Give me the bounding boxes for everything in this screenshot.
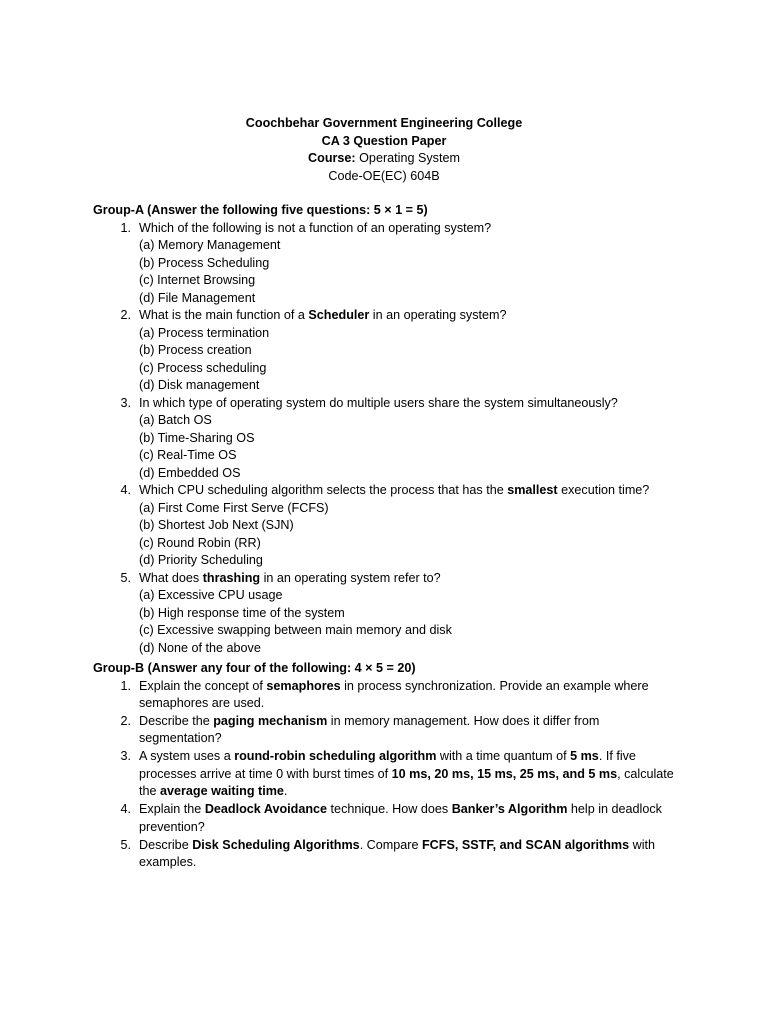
text-run: in an operating system refer to?: [260, 570, 441, 585]
text-run: .: [283, 784, 288, 798]
course-code: Code-OE(EC) 604B: [328, 168, 440, 183]
answer-option: (a) Excessive CPU usage: [139, 588, 283, 602]
answer-option: (b) Process creation: [139, 343, 252, 357]
group-b-question: [120, 748, 679, 801]
text-run: In which type of operating system do multiple users share the system simultaneously?: [139, 395, 618, 410]
question-number: 4.: [120, 483, 131, 497]
answer-option: (d) File Management: [139, 290, 256, 305]
answer-option: (c) Excessive swapping between main memory and disk: [139, 623, 452, 637]
bold-term: semaphores: [266, 678, 341, 693]
text-run: What does: [139, 570, 203, 585]
answer-option: (d) Disk management: [139, 378, 260, 392]
group-b-question: [120, 713, 679, 748]
text-run: , calculate the: [139, 766, 674, 798]
paper-title: CA 3 Question Paper: [321, 133, 447, 148]
text-run: . Compare: [359, 837, 422, 852]
text-run: Describe: [139, 837, 193, 852]
bold-term: FCFS, SSTF, and SCAN algorithms: [421, 837, 630, 852]
question-number: 2.: [120, 308, 131, 322]
group-b-question: [120, 801, 679, 836]
bold-term: 5 ms: [570, 749, 599, 763]
course-label: Course:: [308, 151, 356, 165]
text-run: Which of the following is not a function of an operating system?: [139, 220, 492, 235]
text-run: What is the main function of a: [139, 308, 309, 322]
question-text: [139, 308, 507, 322]
text-run: with examples.: [139, 837, 656, 869]
text-run: . If five processes arrive at time 0 with burst times of: [139, 749, 636, 781]
text-run: Explain the concept of: [139, 678, 267, 693]
bold-term: smallest: [507, 483, 558, 497]
question-text: [139, 221, 491, 235]
text-run: in memory management. How does it differ from segmentation?: [139, 713, 600, 745]
answer-option: (b) Shortest Job Next (SJN): [139, 518, 294, 532]
group-a-question: [120, 482, 679, 500]
group-b-question: [120, 678, 679, 713]
question-number: 5.: [120, 837, 131, 852]
text-run: Explain the: [139, 802, 205, 816]
college-name: Coochbehar Government Engineering College: [245, 116, 523, 130]
text-run: technique. How does: [327, 802, 452, 816]
paper-header: [0, 115, 768, 185]
text-run: execution time?: [557, 483, 650, 497]
bold-term: Scheduler: [308, 308, 370, 322]
bold-term: Disk Scheduling Algorithms: [192, 837, 360, 852]
question-number: 1.: [120, 678, 131, 693]
question-number: 4.: [120, 802, 131, 816]
question-text: [139, 838, 655, 870]
question-number: 1.: [120, 220, 131, 235]
answer-option: (b) Process Scheduling: [139, 255, 270, 270]
question-number: 3.: [120, 749, 131, 763]
question-text: [139, 483, 649, 497]
text-run: in an operating system?: [369, 308, 507, 322]
bold-term: paging mechanism: [213, 713, 328, 728]
text-run: help in deadlock prevention?: [139, 802, 662, 834]
answer-option: (a) Batch OS: [139, 413, 212, 427]
text-run: Describe the: [139, 713, 214, 728]
question-number: 2.: [120, 713, 131, 728]
question-text: [139, 749, 674, 798]
answer-option: (a) Memory Management: [139, 238, 281, 252]
bold-term: thrashing: [202, 570, 261, 585]
answer-option: (b) Time-Sharing OS: [139, 430, 255, 445]
text-run: A system uses a: [139, 749, 235, 763]
question-number: 5.: [120, 570, 131, 585]
question-text: [139, 679, 649, 711]
answer-option: (a) First Come First Serve (FCFS): [139, 500, 329, 515]
group-a-question: [120, 307, 679, 325]
bold-term: Deadlock Avoidance: [204, 802, 328, 816]
course-line: [0, 150, 768, 168]
answer-option: (d) Priority Scheduling: [139, 553, 263, 567]
answer-option: (c) Internet Browsing: [139, 273, 256, 287]
answer-option: (b) High response time of the system: [139, 605, 345, 620]
group-b-question: [120, 837, 679, 872]
group-a-question: [120, 395, 679, 413]
answer-option: (a) Process termination: [139, 325, 270, 340]
question-number: 3.: [120, 395, 131, 410]
group-a-question: [120, 570, 679, 588]
bold-term: 10 ms, 20 ms, 15 ms, 25 ms, and 5 ms: [391, 766, 618, 781]
group-b-heading: Group-B (Answer any four of the following: 4 × 5 = 20): [93, 661, 416, 675]
group-a-heading: Group-A (Answer the following five questions: 5 × 1 = 5): [93, 203, 428, 217]
answer-option: (c) Real-Time OS: [139, 448, 237, 462]
course-value: Operating System: [355, 151, 460, 165]
question-text: [139, 802, 662, 834]
answer-option: (d) Embedded OS: [139, 465, 241, 480]
question-text: [139, 714, 599, 746]
text-run: with a time quantum of: [436, 749, 571, 763]
answer-option: (c) Process scheduling: [139, 360, 267, 375]
text-run: in process synchronization. Provide an example where semaphores are used.: [139, 678, 649, 710]
answer-option: (d) None of the above: [139, 640, 261, 655]
bold-term: Banker’s Algorithm: [451, 802, 568, 816]
bold-term: round-robin scheduling algorithm: [234, 749, 437, 763]
text-run: Which CPU scheduling algorithm selects the process that has the: [139, 483, 508, 497]
group-a-question: [120, 220, 679, 238]
question-text: [139, 571, 441, 585]
bold-term: average waiting time: [160, 784, 284, 798]
question-text: [139, 396, 618, 410]
answer-option: (c) Round Robin (RR): [139, 535, 261, 550]
